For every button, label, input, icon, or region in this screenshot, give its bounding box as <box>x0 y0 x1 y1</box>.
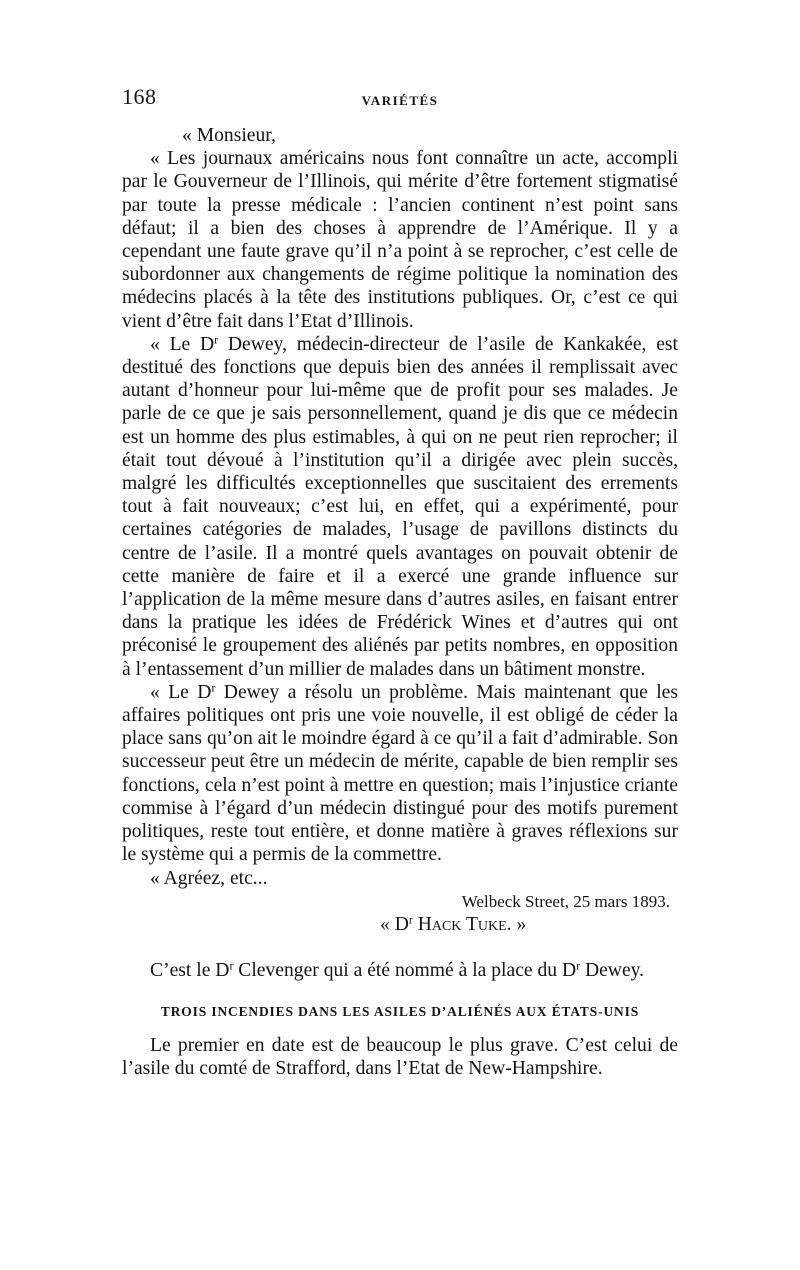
section-paragraph: Le premier en date est de beaucoup le plus grave. C’est celui de l’asile du comté de Strafford, dans l’Etat de New-Hampshire. <box>122 1034 678 1080</box>
dr-superscript: r <box>576 959 581 973</box>
section-title: TROIS INCENDIES DANS LES ASILES D’ALIÉNÉS AUX ÉTATS-UNIS <box>160 1003 640 1019</box>
signature-name <box>380 913 678 937</box>
paragraph-3-text: Dewey a résolu un problème. Mais maintenant que les affaires politiques ont pris une voie nouvelle, il est obligé de céder la place sans qu’on ait le moindre égard à ce qu’il a fait d’admirable. Son successeur peut être un médecin de mérite, capable de bien remplir ses fonctions, cela n’est point à mettre en question; mais l’injustice criante commise à l’égard d’un médecin distingué pour des motifs purement politiques, reste tout entière, et donne matière à graves réflexions sur le système qui a permis de la commettre. <box>122 681 678 866</box>
note-end: Dewey. <box>580 959 645 981</box>
signature-closing: » <box>511 913 527 935</box>
signature-author: Hack Tuke. <box>417 913 512 935</box>
running-head: VARIÉTÉS <box>361 93 439 108</box>
paragraph-2-opening: « Le D <box>150 333 215 355</box>
letter-paragraph-1: « Les journaux américains nous font connaître un acte, accompli par le Gouverneur de l’Illinois, qui mérite d’être fortement stigmatisé par toute la presse médicale : l’ancien continent n’est point sans défaut; il a bien des choses à apprendre de l’Amérique. Il y a cependant une faute grave qu’il n’a point à se reprocher, c’est celle de subordonner aux changements de régime politique la nomination des médecins placés à la tête des institutions publiques. Or, c’est ce qui vient d’être fait dans l’Etat d’Illinois. <box>122 148 678 332</box>
signature-opening: « D <box>380 913 409 935</box>
editorial-note <box>122 959 678 982</box>
letter-body <box>122 124 678 937</box>
note-middle: Clevenger qui a été nommé à la place du D <box>233 959 577 981</box>
dr-superscript: r <box>408 913 413 927</box>
paragraph-3-opening: « Le D <box>150 681 212 703</box>
book-page <box>122 84 678 1080</box>
signature-date: Welbeck Street, 25 mars 1893. <box>461 891 670 911</box>
letter-salutation: « Monsieur, <box>182 125 276 146</box>
dr-superscript: r <box>211 681 216 695</box>
letter-paragraph-3 <box>122 681 678 867</box>
page-number: 168 <box>122 84 157 109</box>
page-header <box>122 84 678 124</box>
dr-superscript: r <box>229 959 234 973</box>
signature-block <box>122 890 678 937</box>
paragraph-2-text: Dewey, médecin-directeur de l’asile de Kankakée, est destitué des fonctions que depuis bien des années il remplissait avec autant d’honneur pour lui-même que de profit pour ses malades. Je parle de ce que je sais personnellement, quand je dis que ce médecin est un homme des plus estimables, à qui on ne peut rien reprocher; il était tout dévoué à l’institution qu’il a dirigée avec plein succès, malgré les difficultés exceptionnelles que suscitaient des errements tout à fait nouveaux; c’est lui, en effet, qui a expérimenté, pour certaines catégories de malades, l’usage de pavillons distincts du centre de l’asile. Il a montré quels avantages on pouvait obtenir de cette manière de faire et il a exercé une grande influence sur l’application de la même mesure dans d’autres asiles, en faisant entrer dans la pratique les idées de Frédérick Wines et d’autres qui ont préconisé le groupement des aliénés par petits nombres, en opposition à l’entassement d’un millier de malades dans un bâtiment monstre. <box>122 333 678 680</box>
letter-paragraph-2 <box>122 333 678 681</box>
note-opening: C’est le D <box>150 959 230 981</box>
dr-superscript: r <box>214 333 219 347</box>
letter-closing: « Agréez, etc... <box>150 867 268 889</box>
